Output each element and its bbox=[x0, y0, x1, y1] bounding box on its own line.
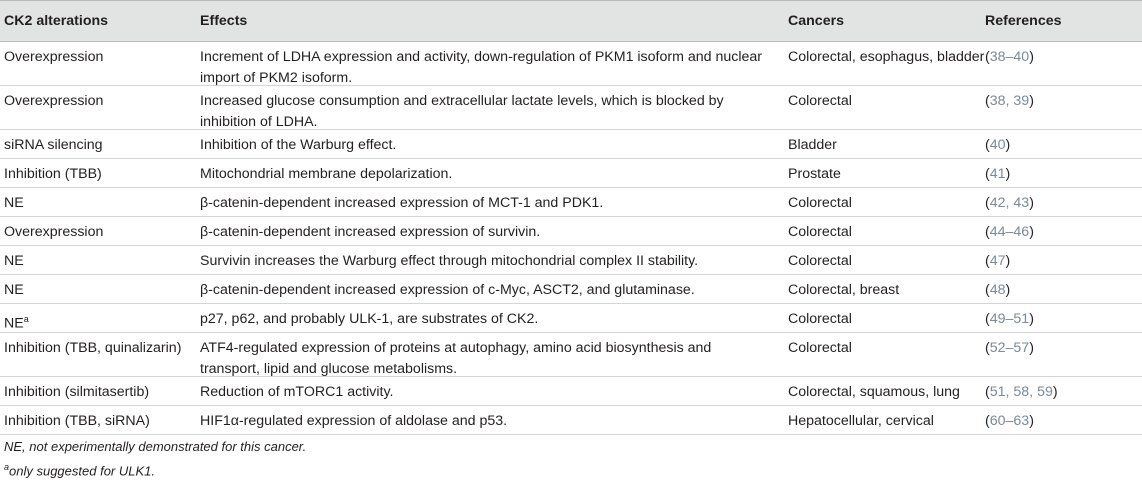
table-body bbox=[0, 42, 1142, 435]
table-row bbox=[0, 86, 1142, 130]
cell-reference bbox=[985, 411, 1034, 432]
footnote-a-text: only suggested for ULK1. bbox=[9, 463, 155, 479]
cell-effect: Increased glucose consumption and extracellular lactate levels, which is blocked by inhibition of LDHA. bbox=[200, 93, 724, 130]
cell-effect: β-catenin-dependent increased expression of c-Myc, ASCT2, and glutaminase. bbox=[200, 282, 695, 298]
table-row bbox=[0, 406, 1142, 435]
cell-effect: Increment of LDHA expression and activity, down-regulation of PKM1 isoform and nuclear import of PKM2 isoform. bbox=[200, 49, 762, 86]
cell-alteration bbox=[4, 251, 24, 272]
cell-alteration-text: siRNA silencing bbox=[4, 137, 103, 153]
cell-cancer: Hepatocellular, cervical bbox=[788, 413, 934, 429]
paren-close: ) bbox=[1005, 282, 1011, 298]
cell-reference bbox=[985, 47, 1034, 68]
reference-link[interactable]: 52–57 bbox=[989, 340, 1030, 356]
cell-reference bbox=[985, 164, 1010, 185]
cell-alteration bbox=[4, 193, 24, 214]
paren-open: ( bbox=[985, 311, 990, 327]
cell-alteration bbox=[4, 164, 102, 185]
paren-open: ( bbox=[985, 340, 990, 356]
paren-open: ( bbox=[985, 253, 990, 269]
cell-cancer: Bladder bbox=[788, 137, 837, 153]
paren-close: ) bbox=[1005, 137, 1011, 153]
cell-alteration-text: Inhibition (TBB, quinalizarin) bbox=[4, 340, 182, 356]
cell-alteration bbox=[4, 91, 103, 112]
paren-close: ) bbox=[1029, 93, 1034, 109]
reference-link[interactable]: 60–63 bbox=[989, 413, 1030, 429]
cell-reference bbox=[985, 251, 1010, 272]
reference-link[interactable]: 48 bbox=[989, 282, 1006, 298]
cell-alteration bbox=[4, 47, 103, 68]
table-row bbox=[0, 275, 1142, 304]
table-row bbox=[0, 159, 1142, 188]
cell-effect: Survivin increases the Warburg effect through mitochondrial complex II stability. bbox=[200, 253, 699, 269]
cell-reference bbox=[985, 222, 1034, 243]
table-row bbox=[0, 246, 1142, 275]
reference-link[interactable]: 47 bbox=[989, 253, 1006, 269]
cell-reference bbox=[985, 382, 1058, 403]
footnote-ne: NE, not experimentally demonstrated for this cancer. bbox=[4, 439, 307, 454]
table-footnotes bbox=[4, 436, 306, 481]
paren-close: ) bbox=[1029, 224, 1034, 240]
cell-alteration bbox=[4, 280, 24, 301]
cell-reference bbox=[985, 135, 1010, 156]
cell-effect: Inhibition of the Warburg effect. bbox=[200, 137, 397, 153]
cell-reference bbox=[985, 91, 1034, 112]
footnote-a-marker: a bbox=[4, 462, 10, 472]
cell-effect: p27, p62, and probably ULK-1, are substrates of CK2. bbox=[200, 311, 539, 327]
reference-link[interactable]: 41 bbox=[989, 166, 1006, 182]
header-effects: Effects bbox=[200, 13, 248, 29]
table-row bbox=[0, 217, 1142, 246]
table-row bbox=[0, 130, 1142, 159]
paren-close: ) bbox=[1052, 384, 1058, 400]
cell-effect: β-catenin-dependent increased expression of survivin. bbox=[200, 224, 541, 240]
paren-open: ( bbox=[985, 137, 990, 153]
paren-open: ( bbox=[985, 413, 990, 429]
paren-open: ( bbox=[985, 384, 990, 400]
reference-link[interactable]: 38, 39 bbox=[989, 93, 1030, 109]
cell-cancer: Colorectal bbox=[788, 340, 852, 356]
cell-alteration bbox=[4, 382, 149, 403]
cell-alteration-text: Overexpression bbox=[4, 49, 104, 65]
reference-link[interactable]: 51, 58, 59 bbox=[989, 384, 1053, 400]
cell-alteration bbox=[4, 338, 181, 359]
table-row bbox=[0, 377, 1142, 406]
cell-reference bbox=[985, 338, 1034, 359]
header-cancers: Cancers bbox=[788, 13, 844, 29]
reference-link[interactable]: 40 bbox=[989, 137, 1006, 153]
table-row bbox=[0, 42, 1142, 86]
cell-reference bbox=[985, 309, 1034, 330]
cell-alteration-text: NE bbox=[4, 315, 24, 332]
cell-alteration-text: NE bbox=[4, 195, 24, 211]
footnote-a bbox=[4, 457, 306, 481]
cell-cancer: Colorectal, esophagus, bladder bbox=[788, 49, 985, 65]
paren-open: ( bbox=[985, 195, 990, 211]
cell-alteration bbox=[4, 411, 150, 432]
cell-alteration-text: NE bbox=[4, 253, 24, 269]
reference-link[interactable]: 44–46 bbox=[989, 224, 1030, 240]
cell-alteration bbox=[4, 222, 103, 243]
header-ck2-alterations: CK2 alterations bbox=[4, 13, 109, 29]
cell-alteration-text: NE bbox=[4, 282, 24, 298]
cell-alteration bbox=[4, 135, 103, 156]
cell-alteration bbox=[4, 309, 29, 335]
table-header bbox=[0, 0, 1142, 42]
cell-reference bbox=[985, 193, 1034, 214]
cell-effect: Reduction of mTORC1 activity. bbox=[200, 384, 394, 400]
cell-cancer: Colorectal bbox=[788, 195, 852, 211]
cell-effect: HIF1α-regulated expression of aldolase and p53. bbox=[200, 413, 508, 429]
cell-effect: ATF4-regulated expression of proteins at autophagy, amino acid biosynthesis and transport, lipid and glucose metabolisms. bbox=[200, 340, 712, 377]
cell-alteration-text: Inhibition (silmitasertib) bbox=[4, 384, 150, 400]
paren-open: ( bbox=[985, 224, 990, 240]
cell-cancer: Colorectal bbox=[788, 224, 852, 240]
paren-close: ) bbox=[1029, 195, 1034, 211]
paren-close: ) bbox=[1029, 340, 1034, 356]
cell-reference bbox=[985, 280, 1010, 301]
reference-link[interactable]: 49–51 bbox=[989, 311, 1030, 327]
header-references: References bbox=[985, 13, 1062, 29]
paren-open: ( bbox=[985, 282, 990, 298]
table-row bbox=[0, 333, 1142, 377]
cell-cancer: Colorectal, squamous, lung bbox=[788, 384, 960, 400]
reference-link[interactable]: 42, 43 bbox=[989, 195, 1030, 211]
cell-effect: Mitochondrial membrane depolarization. bbox=[200, 166, 453, 182]
cell-alteration-text: Overexpression bbox=[4, 93, 104, 109]
paren-open: ( bbox=[985, 49, 990, 65]
table-row bbox=[0, 304, 1142, 333]
cell-cancer: Colorectal bbox=[788, 311, 852, 327]
paren-close: ) bbox=[1029, 311, 1034, 327]
paren-open: ( bbox=[985, 166, 990, 182]
footnote-marker: a bbox=[23, 314, 29, 324]
cell-cancer: Colorectal bbox=[788, 253, 852, 269]
cell-cancer: Colorectal bbox=[788, 93, 852, 109]
paren-close: ) bbox=[1029, 413, 1034, 429]
cell-alteration-text: Inhibition (TBB, siRNA) bbox=[4, 413, 150, 429]
paren-close: ) bbox=[1005, 253, 1011, 269]
paren-close: ) bbox=[1029, 49, 1034, 65]
cell-alteration-text: Overexpression bbox=[4, 224, 104, 240]
paren-close: ) bbox=[1005, 166, 1011, 182]
paren-open: ( bbox=[985, 93, 990, 109]
reference-link[interactable]: 38–40 bbox=[989, 49, 1030, 65]
table-row bbox=[0, 188, 1142, 217]
cell-alteration-text: Inhibition (TBB) bbox=[4, 166, 102, 182]
cell-cancer: Colorectal, breast bbox=[788, 282, 900, 298]
cell-cancer: Prostate bbox=[788, 166, 841, 182]
cell-effect: β-catenin-dependent increased expression of MCT-1 and PDK1. bbox=[200, 195, 604, 211]
